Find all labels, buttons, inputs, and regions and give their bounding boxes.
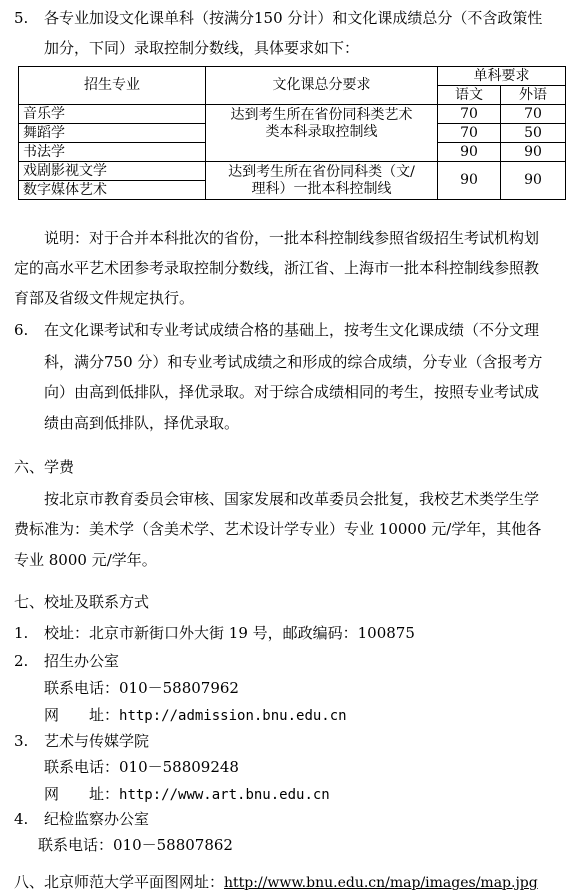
art-school-phone: 联系电话：010－58809248 (44, 758, 239, 776)
item6-line2: 科，满分750 分）和专业考试成绩之和形成的综合成绩，分专业（含报考方 (44, 353, 543, 371)
fees-line2: 费标准为：美术学（含美术学、艺术设计学专业）专业 10000 元/学年，其他各 (14, 520, 542, 538)
item-number: 1. (14, 624, 29, 642)
header-major: 招生专业 (19, 67, 206, 105)
admission-website-link[interactable]: http://admission.bnu.edu.cn (119, 708, 347, 724)
item-number: 6. (14, 321, 29, 339)
requirement-line: 达到考生所在省份同科类艺术 (230, 107, 413, 123)
requirement-line: 理科）一批本科控制线 (251, 180, 392, 197)
chinese-score: 70 (438, 105, 501, 124)
item6-line4: 绩由高到低排队，择优录取。 (44, 414, 240, 432)
website-label: 网 址： (44, 706, 120, 724)
inspection-office-title: 纪检监察办公室 (44, 810, 150, 828)
note-line3: 育部及省级文件规定执行。 (14, 289, 195, 307)
fees-line1: 按北京市教育委员会审核、国家发展和改革委员会批复，我校艺术类学生学 (44, 490, 540, 508)
item-number: 5. (14, 9, 29, 27)
table-row (19, 105, 566, 124)
address-line: 校址：北京市新街口外大街 19 号，邮政编码：100875 (44, 624, 415, 642)
total-requirement-cell (206, 105, 438, 162)
total-requirement-cell (206, 162, 438, 200)
website-label: 网 址： (44, 785, 120, 803)
chinese-score: 70 (438, 124, 501, 143)
admission-office-title: 招生办公室 (44, 652, 120, 670)
admission-office-website (44, 705, 347, 726)
item6-line1: 在文化课考试和专业考试成绩合格的基础上，按考生文化课成绩（不分文理 (44, 321, 540, 339)
header-single: 单科要求 (438, 67, 566, 86)
item-number: 2. (14, 652, 29, 670)
header-foreign: 外语 (501, 86, 566, 105)
section-title-fees: 六、学费 (14, 458, 75, 476)
major-cell: 舞蹈学 (19, 124, 206, 143)
chinese-score: 90 (438, 143, 501, 162)
score-requirement-table (18, 66, 566, 200)
admission-office-phone: 联系电话：010－58807962 (44, 679, 239, 697)
item6-line3: 向）由高到低排队，择优录取。对于综合成绩相同的考生，按照专业考试成 (44, 383, 540, 401)
major-cell: 数字媒体艺术 (19, 181, 206, 200)
inspection-office-phone: 联系电话：010－58807862 (38, 836, 233, 854)
table-row (19, 162, 566, 181)
foreign-score: 90 (501, 162, 566, 200)
section-map (14, 872, 538, 893)
foreign-score: 50 (501, 124, 566, 143)
section-title-map: 八、北京师范大学平面图网址： (14, 873, 225, 891)
note-line1: 说明：对于合并本科批次的省份，一批本科控制线参照省级招生考试机构划 (44, 229, 540, 247)
chinese-score: 90 (438, 162, 501, 200)
major-cell: 音乐学 (19, 105, 206, 124)
major-cell: 戏剧影视文学 (19, 162, 206, 181)
section-title-contact: 七、校址及联系方式 (14, 593, 150, 611)
header-chinese: 语文 (438, 86, 501, 105)
campus-map-link[interactable]: http://www.bnu.edu.cn/map/images/map.jpg (224, 875, 538, 891)
item5-line2: 加分，下同）录取控制分数线，具体要求如下： (44, 39, 360, 57)
header-total: 文化课总分要求 (206, 67, 438, 105)
art-school-website (44, 784, 330, 805)
major-cell: 书法学 (19, 143, 206, 162)
item-number: 4. (14, 810, 29, 828)
requirement-line: 类本科录取控制线 (265, 124, 378, 140)
item-number: 3. (14, 732, 29, 750)
art-school-title: 艺术与传媒学院 (44, 732, 150, 750)
foreign-score: 90 (501, 143, 566, 162)
requirement-line: 达到考生所在省份同科类（文/ (228, 163, 415, 180)
item5-line1: 各专业加设文化课单科（按满分150 分计）和文化课成绩总分（不含政策性 (44, 9, 543, 27)
fees-line3: 专业 8000 元/学年。 (14, 551, 157, 569)
note-line2: 定的高水平艺术团参考录取控制分数线，浙江省、上海市一批本科控制线参照教 (14, 259, 540, 277)
foreign-score: 70 (501, 105, 566, 124)
art-website-link[interactable]: http://www.art.bnu.edu.cn (119, 787, 330, 803)
